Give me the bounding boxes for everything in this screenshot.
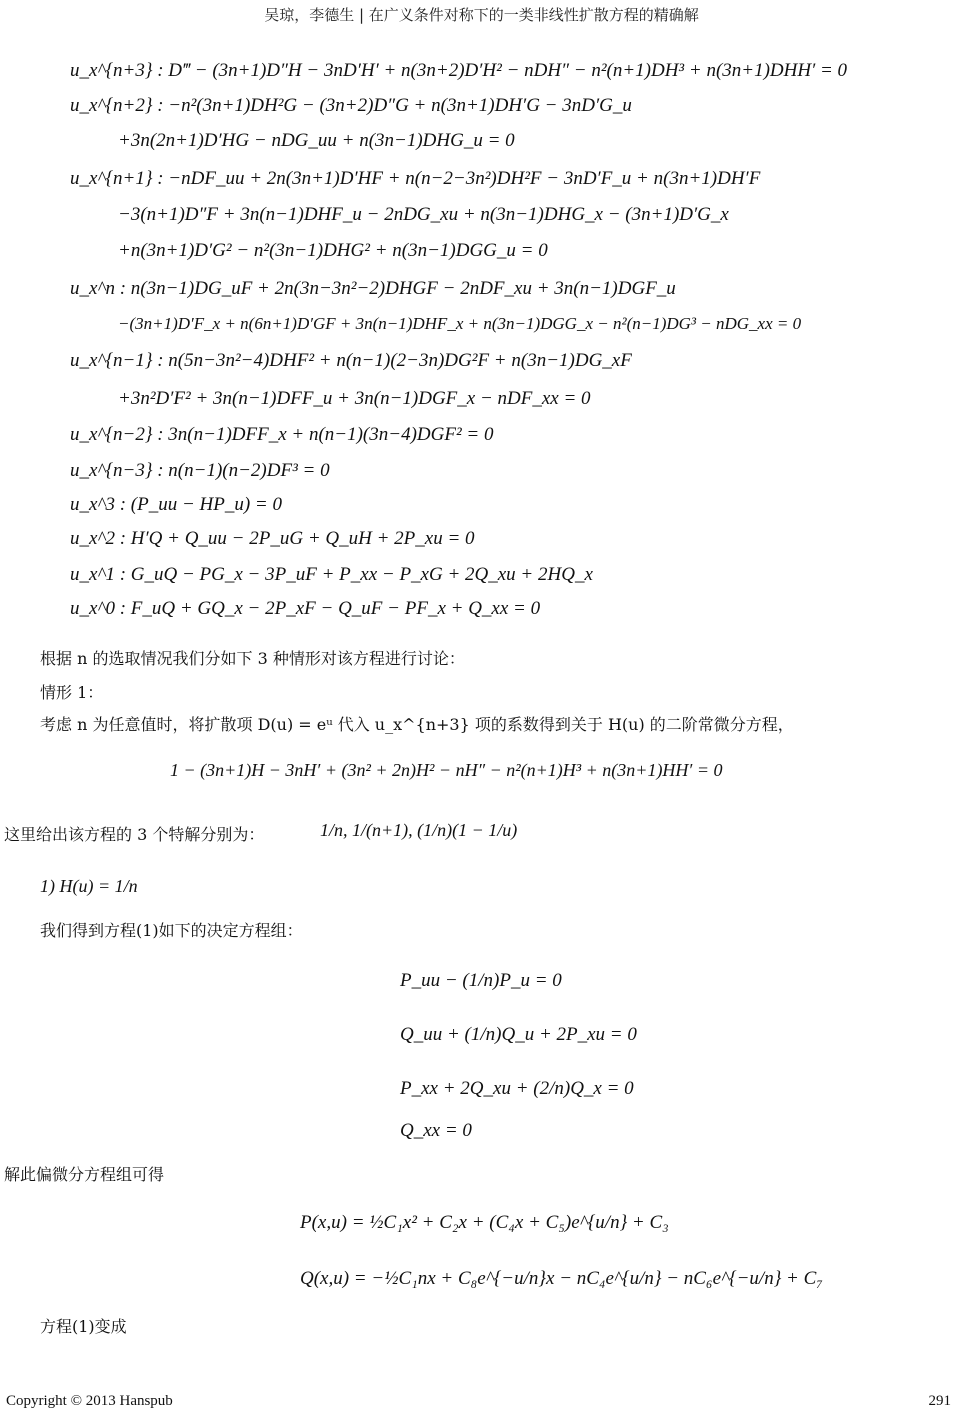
equation-line: −(3n+1)D′F_x + n(6n+1)D′GF + 3n(n−1)DHF_x + n(3n−1)DGG_x − n²(n−1)DG³ − nDG_xx = 0 <box>118 314 802 333</box>
paragraph: 这里给出该方程的 3 个特解分别为： <box>4 825 265 844</box>
equation-line: +3n(2n+1)D′HG − nDG_uu + n(3n−1)DHG_u = 0 <box>118 130 515 151</box>
solution-P: P(x,u) = ½C₁x² + C₂x + (C₄x + C₅)e^{u/n} + C₃ <box>300 1212 669 1233</box>
equation-line: u_x^0 : F_uQ + GQ_x − 2P_xF − Q_uF − PF_x + Q_xx = 0 <box>70 598 541 619</box>
system-equation: Q_uu + (1/n)Q_u + 2P_xu = 0 <box>400 1024 637 1045</box>
equation-line: −3(n+1)D″F + 3n(n−1)DHF_u − 2nDG_xu + n(3n−1)DHG_x − (3n+1)D′G_x <box>118 204 729 225</box>
paragraph: 解此偏微分方程组可得 <box>4 1165 165 1184</box>
equation-line: u_x^{n−3} : n(n−1)(n−2)DF³ = 0 <box>70 460 330 481</box>
case-heading: 1) H(u) = 1/n <box>40 876 138 896</box>
ode-equation: 1 − (3n+1)H − 3nH′ + (3n² + 2n)H² − nH″ − n²(n+1)H³ + n(3n+1)HH′ = 0 <box>170 760 723 780</box>
running-header: 吴琼，李德生 | 在广义条件对称下的一类非线性扩散方程的精确解 <box>264 6 699 24</box>
equation-line: +n(3n+1)D′G² − n²(3n−1)DHG² + n(3n−1)DGG_u = 0 <box>118 240 548 261</box>
system-equation: P_uu − (1/n)P_u = 0 <box>400 970 562 991</box>
paragraph: 我们得到方程(1)如下的决定方程组： <box>40 921 303 940</box>
solution-Q: Q(x,u) = −½C₁nx + C₈e^{−u/n}x − nC₄e^{u/n} − nC₆e^{−u/n} + C₇ <box>300 1268 823 1289</box>
paragraph: 根据 n 的选取情况我们分如下 3 种情形对该方程进行讨论： <box>40 649 465 668</box>
system-equation: Q_xx = 0 <box>400 1120 472 1141</box>
paragraph: 方程(1)变成 <box>40 1317 127 1336</box>
equation-line: u_x^{n+3} : D‴ − (3n+1)D″H − 3nD′H′ + n(3n+2)D′H² − nDH″ − n²(n+1)DH³ + n(3n+1)DHH′ = 0 <box>70 60 848 81</box>
equation-line: u_x^2 : H′Q + Q_uu − 2P_uG + Q_uH + 2P_xu = 0 <box>70 528 475 549</box>
equation-line: u_x^{n+1} : −nDF_uu + 2n(3n+1)D′HF + n(n−2−3n²)DH²F − 3nD′F_u + n(3n+1)DH′F <box>70 168 761 189</box>
particular-solutions: 1/n, 1/(n+1), (1/n)(1 − 1/u) <box>320 820 518 840</box>
paragraph: 情形 1： <box>40 683 104 702</box>
equation-line: u_x^3 : (P_uu − HP_u) = 0 <box>70 494 283 515</box>
equation-line: u_x^{n−2} : 3n(n−1)DFF_x + n(n−1)(3n−4)DGF² = 0 <box>70 424 494 445</box>
equation-line: u_x^{n−1} : n(5n−3n²−4)DHF² + n(n−1)(2−3n)DG²F + n(3n−1)DG_xF <box>70 350 632 371</box>
equation-line: u_x^{n+2} : −n²(3n+1)DH²G − (3n+2)D″G + n(3n+1)DH′G − 3nD′G_u <box>70 95 632 116</box>
equation-line: +3n²D′F² + 3n(n−1)DFF_u + 3n(n−1)DGF_x − nDF_xx = 0 <box>118 388 591 409</box>
copyright-footer: Copyright © 2013 Hanspub <box>6 1393 173 1409</box>
equation-line: u_x^1 : G_uQ − PG_x − 3P_uF + P_xx − P_xG + 2Q_xu + 2HQ_x <box>70 564 593 585</box>
system-equation: P_xx + 2Q_xu + (2/n)Q_x = 0 <box>400 1078 634 1099</box>
paragraph: 考虑 n 为任意值时，将扩散项 D(u) = eᵘ 代入 u_x^{n+3} 项的系数得到关于 H(u) 的二阶常微分方程， <box>40 715 794 734</box>
page-number: 291 <box>928 1393 951 1409</box>
equation-line: u_x^n : n(3n−1)DG_uF + 2n(3n−3n²−2)DHGF − 2nDF_xu + 3n(n−1)DGF_u <box>70 278 676 299</box>
